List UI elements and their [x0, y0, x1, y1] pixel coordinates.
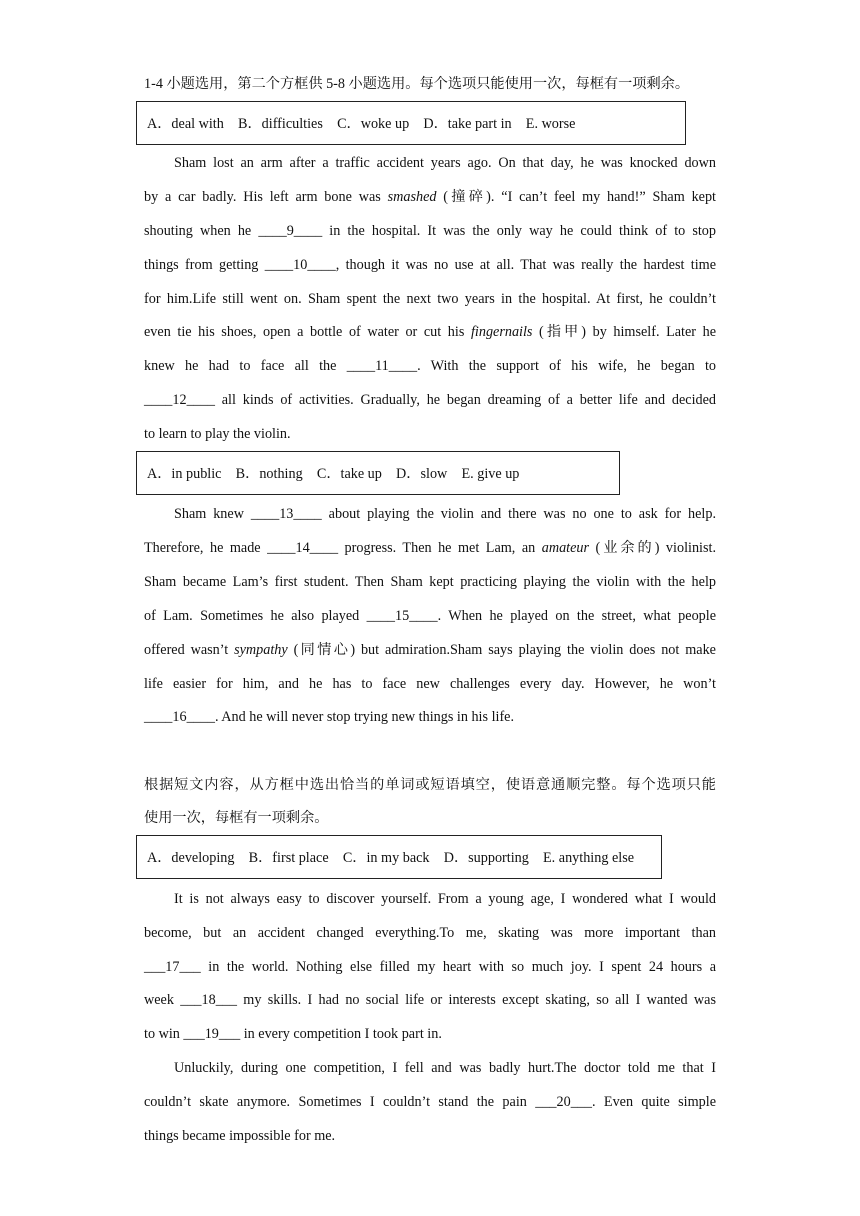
p2-line-1: Sham knew ____13____ about playing the violin and there was no one to ask for help. [174, 506, 716, 522]
p1-line-5: for him.Life still went on. Sham spent the next two years in the hospital. At first, he couldn’t [144, 291, 716, 307]
p3-line-1: It is not always easy to discover yourself. From a young age, I wondered what I would [174, 891, 716, 907]
glossed-word: sympathy [234, 642, 288, 658]
option-list-2: A．in public B．nothing C．take up D．slow E. give up [147, 466, 520, 482]
p4-line-3: things became impossible for me. [144, 1128, 336, 1144]
p3-line-2: become, but an accident changed everything.To me, skating was more important than [144, 925, 716, 941]
p3-line-5: to win ___19___ in every competition I took part in. [144, 1026, 442, 1042]
p4-line-2: couldn’t skate anymore. Sometimes I couldn’t stand the pain ___20___. Even quite simple [144, 1094, 716, 1110]
p2-line-2: Therefore, he made ____14____ progress. Then he met Lam, an amateur (业余的) violinist. [144, 540, 716, 556]
p4-line-1: Unluckily, during one competition, I fell and was badly hurt.The doctor told me that I [174, 1060, 716, 1076]
instruction-2-line-1: 根据短文内容，从方框中选出恰当的单词或短语填空，使语意通顺完整。每个选项只能 [144, 777, 716, 793]
p1-line-7: knew he had to face all the ____11____. With the support of his wife, he began to [144, 358, 716, 374]
p1-line-4: things from getting ____10____, though it was no use at all. That was really the hardest time [144, 257, 716, 273]
instruction-2-line-2: 使用一次，每框有一项剩余。 [144, 810, 329, 826]
instruction-top: 1-4 小题选用，第二个方框供 5-8 小题选用。每个选项只能使用一次，每框有一项剩余。 [144, 76, 690, 92]
glossed-word: amateur [541, 540, 590, 556]
p1-line-6: even tie his shoes, open a bottle of water or cut his fingernails (指甲) by himself. Later he [144, 324, 717, 340]
p1-line-3: shouting when he ____9____ in the hospital. It was the only way he could think of to stop [144, 223, 716, 239]
option-list-3: A．developing B．first place C．in my back D．supporting E. anything else [147, 850, 635, 866]
p3-line-4: week ___18___ my skills. I had no social life or interests except skating, so all I wanted was [144, 992, 716, 1008]
p2-line-5: offered wasn’t sympathy (同情心) but admiration.Sham says playing the violin does not make [144, 642, 716, 658]
p2-line-3: Sham became Lam’s first student. Then Sham kept practicing playing the violin with the help [144, 574, 716, 590]
option-box-3 [136, 835, 662, 879]
p1-line-9: to learn to play the violin. [144, 426, 291, 442]
p2-line-4: of Lam. Sometimes he also played ____15____. When he played on the street, what people [144, 608, 716, 624]
p2-line-6: life easier for him, and he has to face new challenges every day. However, he won’t [144, 676, 716, 692]
p3-line-3: ___17___ in the world. Nothing else filled my heart with so much joy. I spent 24 hours a [144, 959, 716, 975]
glossed-word: fingernails [470, 324, 533, 340]
p2-line-7: ____16____. And he will never stop trying new things in his life. [144, 709, 515, 725]
glossed-word: smashed [387, 189, 437, 205]
p1-line-1: Sham lost an arm after a traffic accident years ago. On that day, he was knocked down [174, 155, 716, 171]
option-box-2 [136, 451, 620, 495]
p1-line-2: by a car badly. His left arm bone was smashed (撞碎). “I can’t feel my hand!” Sham kept [144, 189, 716, 205]
option-list-1: A．deal with B．difficulties C．woke up D．take part in E. worse [147, 116, 576, 132]
option-box-1 [136, 101, 686, 145]
p1-line-8: ____12____ all kinds of activities. Gradually, he began dreaming of a better life and decided [144, 392, 716, 408]
